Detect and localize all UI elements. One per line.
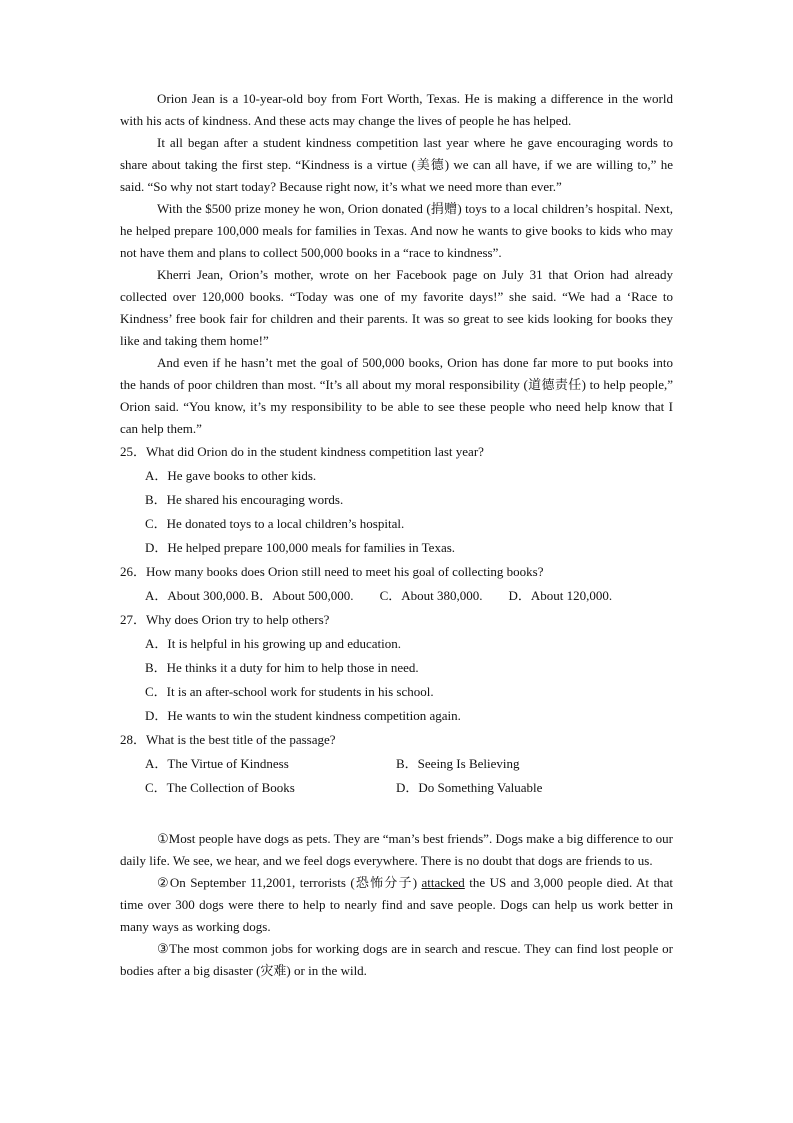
question-26 — [120, 560, 673, 608]
question-26-option-b: B．About 500,000. — [250, 588, 354, 603]
passage-two-paragraph-2-end: the US and 3,000 people died. At that time over 300 dogs were there to help to nearly find and save people. Dogs can help us work better in many ways as working dogs. — [120, 875, 673, 934]
question-28-option-a: A．The Virtue of Kindness — [145, 756, 289, 771]
question-26-stem: 26．How many books does Orion still need to meet his goal of collecting books? — [120, 564, 544, 579]
question-27-option-b: B．He thinks it a duty for him to help those in need. — [145, 660, 419, 675]
question-27-option-d: D．He wants to win the student kindness competition again. — [145, 708, 461, 723]
question-26-option-c: C．About 380,000. — [379, 588, 483, 603]
question-26-option-a: A．About 300,000. — [145, 588, 249, 603]
question-27 — [120, 608, 673, 728]
question-27-option-a: A．It is helpful in his growing up and education. — [145, 636, 401, 651]
question-26-option-d: D．About 120,000. — [508, 588, 613, 603]
passage-one-paragraph-3: With the $500 prize money he won, Orion donated (捐赠) toys to a local children’s hospital. Next, he helped prepare 100,000 meals for families in Texas. And now he wants to give books to kids who may not have them and plans to collect 500,000 books in a “race to kindness”. — [120, 201, 673, 260]
question-27-option-c: C．It is an after-school work for students in his school. — [145, 684, 434, 699]
passage-two-paragraph-3: ③The most common jobs for working dogs are in search and rescue. They can find lost people or bodies after a big disaster (灾难) or in the wild. — [120, 941, 673, 978]
passage-one — [120, 88, 673, 800]
passage-one-paragraph-1: Orion Jean is a 10-year-old boy from Fort Worth, Texas. He is making a difference in the world with his acts of kindness. And these acts may change the lives of people he has helped. — [120, 91, 673, 128]
underlined-word-attacked: attacked — [421, 875, 465, 890]
passage-two-paragraph-2 — [120, 872, 673, 938]
question-28-option-d: D．Do Something Valuable — [396, 780, 543, 795]
question-25-option-c: C．He donated toys to a local children’s hospital. — [145, 516, 405, 531]
question-27-stem: 27．Why does Orion try to help others? — [120, 612, 330, 627]
passage-one-paragraph-2: It all began after a student kindness competition last year where he gave encouraging words to share about taking the first step. “Kindness is a virtue (美德) we can all have, if we are willing to,” he said. “So why not start today? Because right now, it’s what we need more than ever.” — [120, 135, 673, 194]
passage-one-paragraph-4: Kherri Jean, Orion’s mother, wrote on her Facebook page on July 31 that Orion had already collected over 120,000 books. “Today was one of my favorite days!” she said. “We had a ‘Race to Kindness’ free book fair for children and their parents. It was so great to see kids looking for books they like and taking them home!” — [120, 267, 673, 348]
question-25-option-d: D．He helped prepare 100,000 meals for families in Texas. — [145, 540, 456, 555]
passage-two-paragraph-2-start: ②On September 11,2001, terrorists (恐怖分子) — [157, 875, 422, 890]
passage-one-paragraph-5: And even if he hasn’t met the goal of 500,000 books, Orion has done far more to put books into the hands of poor children than most. “It’s all about my moral responsibility (道德责任) to help people,” Orion said. “You know, it’s my responsibility to be able to see these people who need help know that I can help them.” — [120, 355, 673, 436]
question-28-option-b: B．Seeing Is Believing — [396, 756, 520, 771]
passage-two-paragraph-1: ①Most people have dogs as pets. They are “man’s best friends”. Dogs make a big difference to our daily life. We see, we hear, and we feel dogs everywhere. There is no doubt that dogs are friends to us. — [120, 831, 673, 868]
question-25-option-a: A．He gave books to other kids. — [145, 468, 317, 483]
question-28-option-c: C．The Collection of Books — [145, 780, 295, 795]
question-25 — [120, 440, 673, 560]
question-28 — [120, 728, 673, 800]
question-28-stem: 28．What is the best title of the passage? — [120, 732, 336, 747]
question-25-stem: 25．What did Orion do in the student kindness competition last year? — [120, 444, 484, 459]
question-25-option-b: B．He shared his encouraging words. — [145, 492, 344, 507]
passage-two — [120, 828, 673, 982]
